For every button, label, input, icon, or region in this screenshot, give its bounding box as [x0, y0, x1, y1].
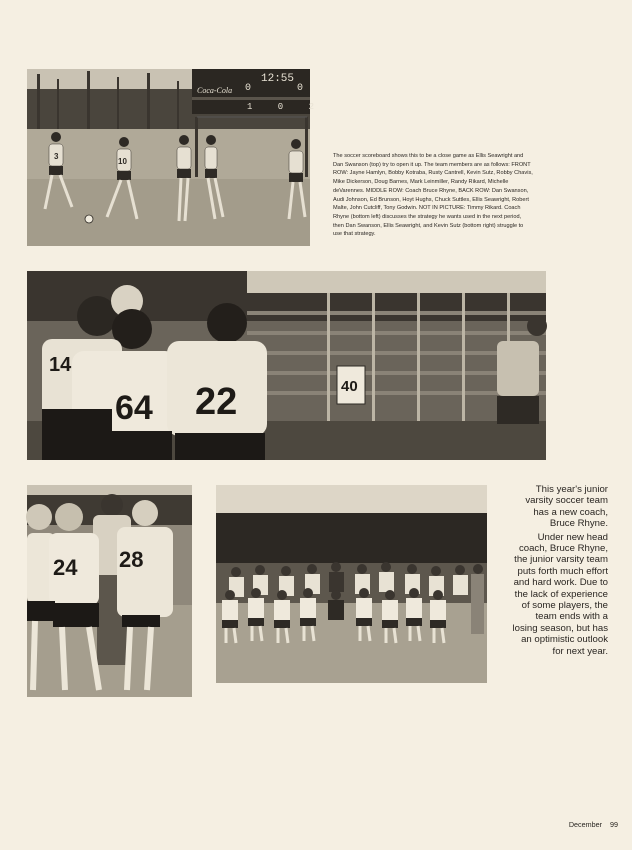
scoreboard-brand: Coca-Cola — [197, 86, 233, 95]
photo-team-group — [216, 485, 487, 683]
photo-caption: The soccer scoreboard shows this to be a close game as Ellis Seawright and Dan Swanson (top) try to open it up. The team members are as follows: FRONT ROW: Jayne Hamlyn, Bobby Kotraba, Rusty Cantrell, Kevin Sutz, Robby Chavis, Mike Dickerson, Doug Barnes, Mark Leinmiller, Randy Rikard, Michelle deVarennes. MIDDLE ROW: Coach Bruce Rhyne, BACK ROW: Dan Swanson, Audi Johnson, Ed Brunson, Hoyt Hughs, Chuck Suttles, Ellis Seawright, Robert Malte, John Cutcliff, Tony Godwin. NOT IN PICTURE: Timmy Rikard. Coach Rhyne (bottom left) discusses the strategy he wants used in the next period, then Dan Swanson, Ellis Seawright, and Kevin Sutz (bottom right) struggle to use that strategy. — [333, 153, 533, 238]
article-paragraph: This year's junior varsity soccer team has a new coach, Bruce Rhyne. — [525, 484, 608, 530]
article-body — [508, 484, 608, 657]
jersey-number: 3 — [54, 152, 59, 161]
page-number: 99 — [610, 820, 618, 829]
scoreboard-row2: 1 0 2 — [247, 102, 325, 112]
jersey-number: 22 — [195, 381, 238, 423]
scoreboard-visitor: 0 — [297, 83, 304, 94]
jersey-number: 14 — [49, 354, 72, 376]
folio-month: December — [568, 820, 602, 829]
scoreboard-time: 12:55 — [261, 73, 295, 85]
jersey-number: 24 — [53, 555, 78, 580]
page-folio — [569, 820, 618, 829]
photo-players-closeup — [27, 271, 546, 460]
jersey-number: 28 — [119, 547, 144, 572]
photo-coach-players — [27, 485, 192, 697]
photo-scoreboard-game — [27, 69, 325, 246]
jersey-number: 64 — [115, 389, 153, 427]
scoreboard-home: 0 — [245, 83, 252, 94]
field-sign-number: 40 — [341, 378, 358, 395]
article-paragraph: Under new head coach, Bruce Rhyne, the junior varsity team puts forth much effort and hard work. Due to the lack of experience of some players, the team ends with a losing season, but has an optimistic outlook for next year. — [512, 531, 608, 657]
jersey-number: 10 — [118, 157, 127, 166]
